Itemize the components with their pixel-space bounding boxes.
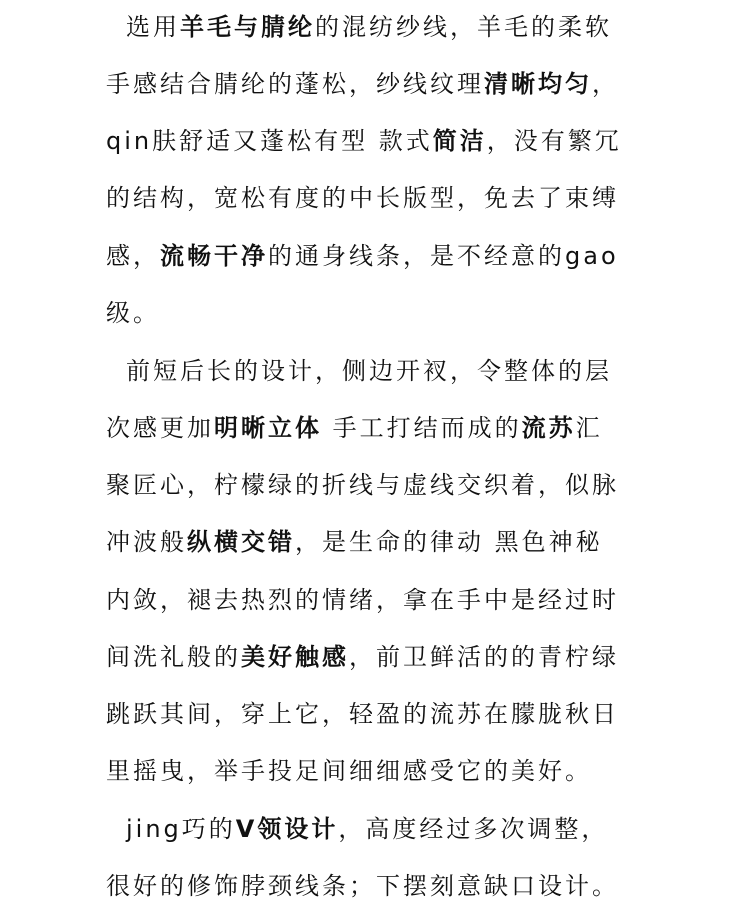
bold-text: 美好触感 (241, 643, 349, 671)
text-run: 冲波般 (106, 528, 187, 556)
text-run: 内敛，褪去热烈的情绪，拿在手中是经过时 (106, 586, 619, 614)
text-run: jing巧的 (126, 815, 236, 843)
text-run: qin肤舒适又蓬松有型 款式 (106, 127, 433, 155)
bold-text: V领设计 (235, 815, 339, 843)
bold-text: 羊毛与腈纶 (180, 13, 315, 41)
text-run: 的结构，宽松有度的中长版型，免去了束缚 (106, 184, 619, 212)
text-run: 手工打结而成的 (322, 414, 522, 442)
bold-text: 清晰均匀 (484, 70, 592, 98)
text-run: 汇 (575, 414, 603, 442)
text-run: 前短后长的设计，侧边开衩，令整体的层 (126, 357, 612, 385)
text-run: 手感结合腈纶的蓬松，纱线纹理 (106, 70, 484, 98)
text-run: 跳跃其间，穿上它，轻盈的流苏在朦胧秋日 (106, 700, 619, 728)
bold-text: 纵横交错 (187, 528, 295, 556)
bold-text: 流畅干净 (160, 242, 268, 270)
text-run: ，高度经过多次调整， (338, 815, 609, 843)
text-line (106, 408, 706, 448)
text-line (106, 522, 706, 562)
text-run: 次感更加 (106, 414, 214, 442)
text-line (126, 351, 726, 391)
text-run: ， (592, 70, 619, 98)
text-run: 的通身线条，是不经意的gao (268, 242, 619, 270)
text-run: 感， (106, 242, 160, 270)
text-run: 选用 (126, 13, 180, 41)
text-run: 级。 (106, 299, 160, 327)
text-run: 很好的修饰脖颈线条；下摆刻意缺口设计。 (106, 872, 619, 900)
text-line (106, 866, 706, 906)
bold-text: 明晰立体 (214, 414, 322, 442)
text-line (126, 7, 726, 47)
text-run: 间洗礼般的 (106, 643, 241, 671)
text-line (126, 809, 726, 849)
text-line (106, 580, 706, 620)
text-line (106, 178, 706, 218)
text-run: ，没有繁冗 (486, 127, 622, 155)
text-run: ，前卫鲜活的的青柠绿 (349, 643, 619, 671)
text-run: ，是生命的律动 黑色神秘 (295, 528, 603, 556)
text-line (106, 751, 706, 791)
text-run: 聚匠心，柠檬绿的折线与虚线交织着，似脉 (106, 471, 619, 499)
text-line (106, 64, 706, 104)
text-line (106, 293, 706, 333)
text-line (106, 465, 706, 505)
text-run: 的混纺纱线，羊毛的柔软 (315, 13, 612, 41)
text-run: 里摇曳，举手投足间细细感受它的美好。 (106, 757, 592, 785)
text-line (106, 637, 706, 677)
bold-text: 简洁 (432, 127, 487, 155)
bold-text: 流苏 (521, 414, 576, 442)
text-line (106, 236, 706, 276)
text-line (106, 121, 706, 161)
text-line (106, 694, 706, 734)
